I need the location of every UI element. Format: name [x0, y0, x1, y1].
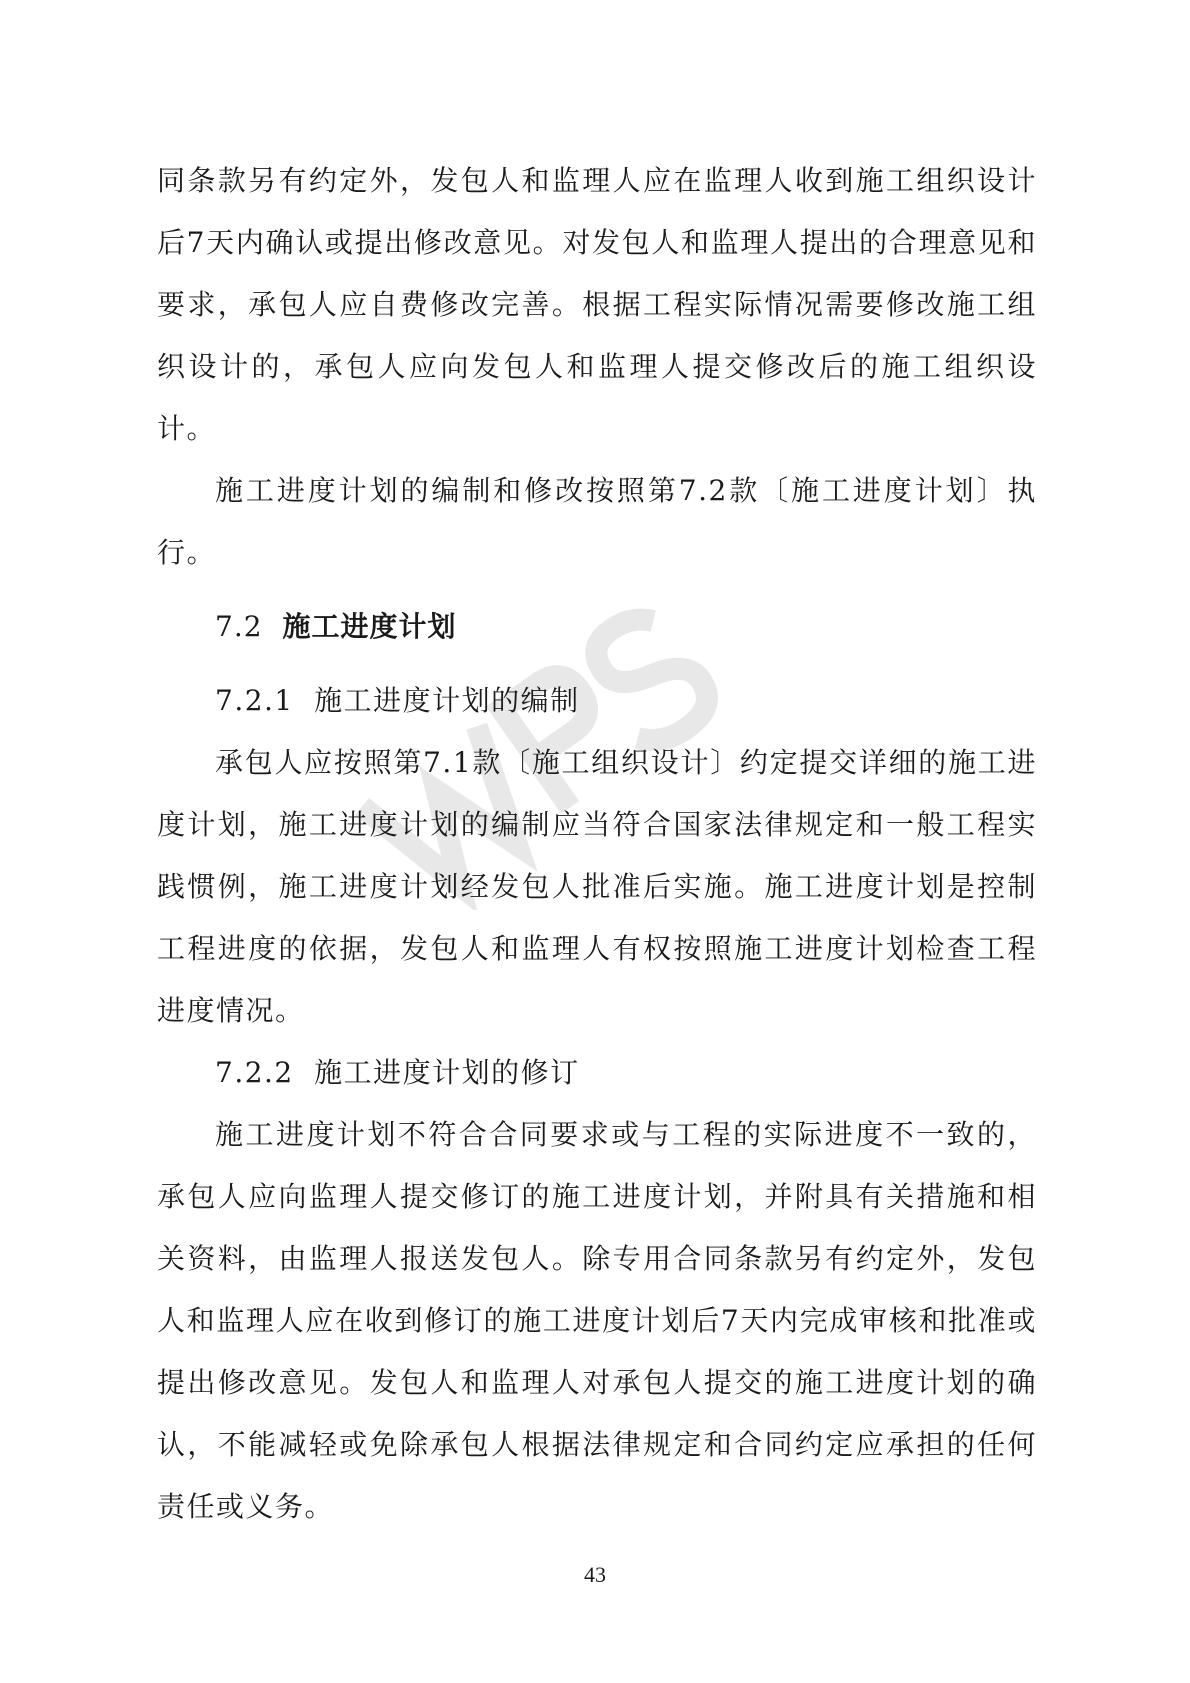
subsection-title-1: 施工进度计划的编制 [314, 684, 580, 717]
subsection-number-2: 7.2.2 [215, 1056, 294, 1089]
section-heading [157, 594, 1037, 660]
paragraph-schedule-reference: 施工进度计划的编制和修改按照第7.2款〔施工进度计划〕执行。 [157, 474, 1037, 569]
subsection-heading-1 [157, 670, 1037, 732]
page-number: 43 [584, 1562, 606, 1587]
subsection-heading-2 [157, 1042, 1037, 1104]
subsection-number-1: 7.2.1 [215, 684, 294, 717]
section-title: 施工进度计划 [282, 610, 457, 643]
subsection-body-2: 施工进度计划不符合合同要求或与工程的实际进度不一致的，承包人应向监理人提交修订的施工进度计划，并附具有关措施和相关资料，由监理人报送发包人。除专用合同条款另有约定外，发包人和监理人应在收到修订的施工进度计划后7天内完成审核和批准或提出修改意见。发包人和监理人对承包人提交的施工进度计划的确认，不能减轻或免除承包人根据法律规定和合同约定应承担的任何责任或义务。 [157, 1118, 1037, 1523]
paragraph-continuation: 同条款另有约定外，发包人和监理人应在监理人收到施工组织设计后7天内确认或提出修改意见。对发包人和监理人提出的合理意见和要求，承包人应自费修改完善。根据工程实际情况需要修改施工组织设计的，承包人应向发包人和监理人提交修改后的施工组织设计。 [157, 164, 1037, 445]
subsection-title-2: 施工进度计划的修订 [314, 1056, 580, 1089]
document-body [157, 150, 1037, 1538]
section-number: 7.2 [215, 610, 263, 643]
subsection-body-1: 承包人应按照第7.1款〔施工组织设计〕约定提交详细的施工进度计划，施工进度计划的编制应当符合国家法律规定和一般工程实践惯例，施工进度计划经发包人批准后实施。施工进度计划是控制工程进度的依据，发包人和监理人有权按照施工进度计划检查工程进度情况。 [157, 746, 1037, 1027]
